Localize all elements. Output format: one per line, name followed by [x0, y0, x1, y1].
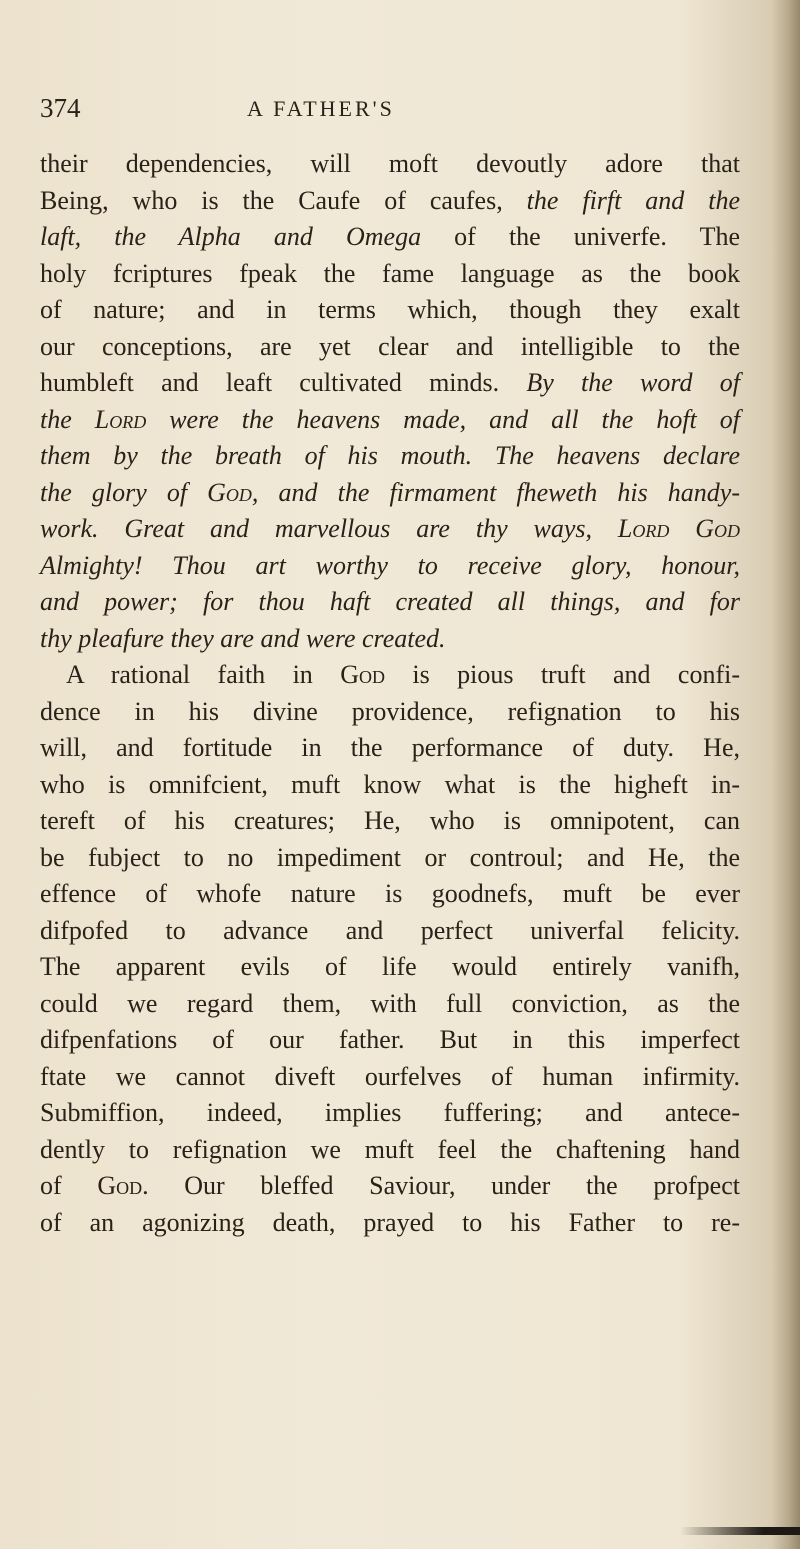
text-line: difpenfations of our father. But in this imperfect — [40, 1025, 740, 1054]
text-line: The apparent evils of life would entirely vanifh, — [40, 952, 740, 981]
italic-segment: laft, the Alpha and Omega — [40, 222, 422, 251]
text-line — [40, 438, 740, 475]
text-line — [40, 183, 740, 220]
text-segment: A rational faith in — [66, 660, 341, 689]
text-line: of nature; and in terms which, though they exalt — [40, 295, 740, 324]
text-line: their dependencies, will moft devoutly adore that — [40, 149, 740, 178]
small-caps-segment: Lord — [94, 404, 147, 434]
text-line — [40, 475, 740, 512]
italic-segment: , and the firmament fheweth his handy- — [251, 477, 740, 507]
text-line: will, and fortitude in the performance of duty. He, — [40, 733, 740, 762]
text-line: holy fcriptures fpeak the fame language as the book — [40, 258, 740, 288]
small-caps-segment: Lord God — [617, 514, 740, 543]
text-line — [40, 584, 740, 621]
italic-segment: By the word of — [526, 368, 740, 397]
text-line: tereft of his creatures; He, who is omnipotent, can — [40, 806, 740, 835]
italic-line: Almighty! Thou art worthy to receive glory, honour, — [40, 550, 740, 580]
text-segment: . Our bleffed Saviour, under the profpect — [142, 1171, 740, 1200]
italic-line: and power; for thou haft created all things, and for — [40, 587, 740, 616]
text-line: our conceptions, are yet clear and intelligible to the — [40, 331, 740, 361]
text-segment: Being, who is the Caufe of caufes, — [40, 185, 527, 215]
text-line: dence in his divine providence, refignation to his — [40, 696, 740, 726]
page-number: 374 — [40, 93, 81, 123]
text-line: ftate we cannot diveft ourfelves of human infirmity. — [40, 1061, 740, 1091]
text-line — [40, 548, 740, 585]
text-line: dently to refignation we muft feel the chaftening hand — [40, 1134, 740, 1164]
text-line: of an agonizing death, prayed to his Father to re- — [40, 1207, 740, 1237]
page-edge-mark — [680, 1527, 800, 1535]
italic-segment: the glory of — [40, 477, 208, 507]
text-line — [40, 1168, 740, 1205]
text-line: Submiffion, indeed, implies fuffering; and antece- — [40, 1098, 740, 1127]
text-line — [40, 365, 740, 402]
text-line: be fubject to no impediment or controul; and He, the — [40, 842, 740, 872]
running-head: A FATHER'S — [247, 96, 395, 121]
paragraph-start — [40, 657, 740, 694]
italic-segment: work. Great and marvellous are thy ways, — [40, 514, 618, 543]
text-line: difpofed to advance and perfect univerfal felicity. — [40, 915, 740, 945]
page-gutter-shadow — [772, 0, 800, 1549]
text-line — [40, 511, 740, 548]
italic-line: them by the breath of his mouth. The heavens declare — [40, 441, 740, 470]
italic-segment: were the heavens made, and all the hoft of — [146, 404, 740, 434]
text-line — [40, 402, 740, 439]
text-line: who is omnifcient, muft know what is the higheft in- — [40, 769, 740, 799]
small-caps-segment: God — [97, 1171, 143, 1200]
text-line — [40, 621, 740, 658]
italic-segment: the — [40, 404, 95, 434]
text-segment: humbleft and leaft cultivated minds. — [40, 368, 527, 397]
text-segment: of the univerfe. The — [421, 222, 740, 251]
body-text — [40, 146, 740, 1241]
small-caps-segment: God — [207, 477, 252, 507]
text-line — [40, 219, 740, 256]
page-header — [40, 93, 740, 133]
text-segment: is pious truft and confi- — [384, 660, 740, 689]
text-line: could we regard them, with full conviction, as the — [40, 988, 740, 1018]
text-line: effence of whofe nature is goodnefs, muft be ever — [40, 879, 740, 908]
italic-line: thy pleafure they are and were created. — [40, 623, 446, 653]
text-segment: of — [40, 1171, 98, 1200]
italic-segment: the firft and the — [526, 185, 740, 215]
small-caps-segment: God — [340, 660, 385, 689]
